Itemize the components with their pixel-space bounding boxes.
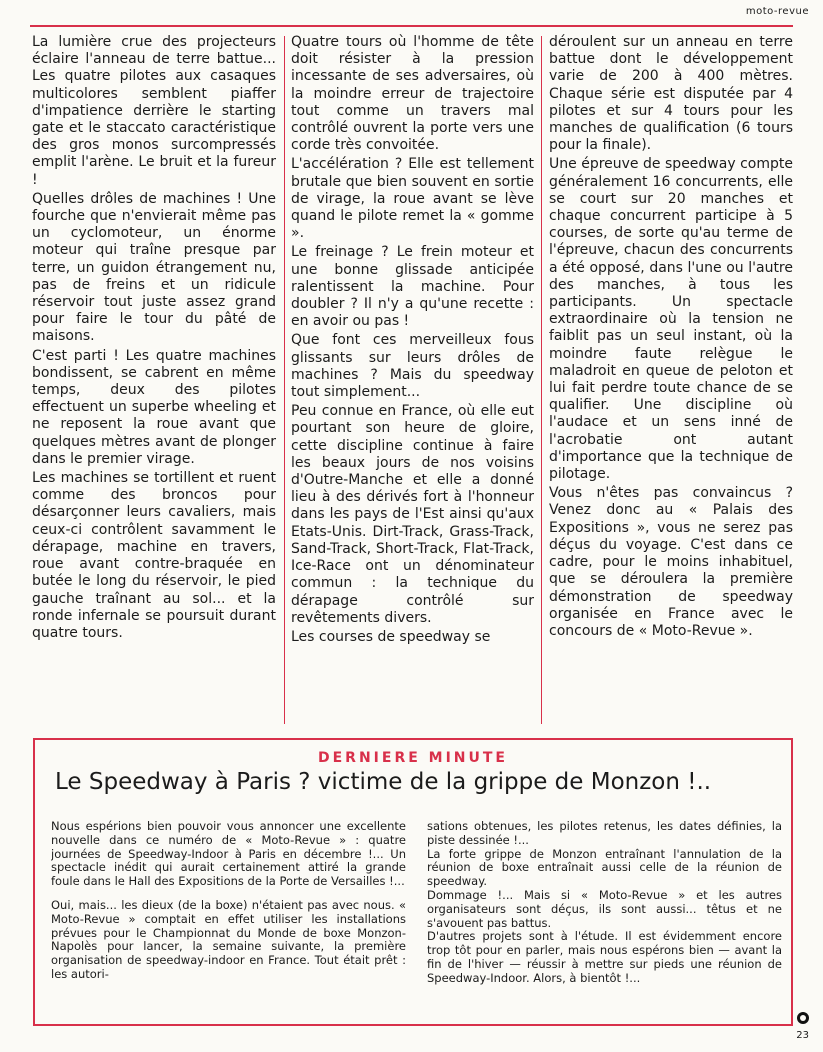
paragraph: Peu connue en France, où elle eut pourtant son heure de gloire, cette discipline continue à faire les beaux jours de nos voisins d'Outre-Manche et elle a donné lieu à des dérivés fort à l'honneur dans les pays de l'Est ainsi qu'aux Etats-Unis. Dirt-Track, Grass-Track, Sand-Track, Short-Track, Flat-Track, Ice-Race ont un dénominateur commun : la technique du dérapage contrôlé sur revêtements divers. [291, 403, 534, 626]
paragraph: Vous n'êtes pas convaincus ? Venez donc au « Palais des Expositions », vous ne serez pas déçus du voyage. C'est dans ce cadre, pour le moins inhabituel, que se déroulera la première démonstration de speedway organisée en France avec le concours de « Moto-Revue ». [549, 485, 793, 639]
paragraph: Que font ces merveilleux fous glissants sur leurs drôles de machines ? Mais du speedway tout simplement... [291, 332, 534, 401]
paragraph: La forte grippe de Monzon entraînant l'annulation de la réunion de boxe entraînait aussi celle de la réunion de speedway. [427, 846, 782, 889]
paragraph: Dommage !... Mais si « Moto-Revue » et les autres organisateurs sont déçus, ils sont aussi... têtus et ne s'avouent pas battus. [427, 887, 782, 930]
paragraph: Nous espérions bien pouvoir vous annoncer une excellente nouvelle dans ce numéro de « Moto-Revue » : quatre journées de Speedway-Indoor à Paris en décembre !... Un spectacle inédit qui aurait certainement attiré la grande foule dans le Hall des Expositions de la Porte de Versailles !... [51, 820, 406, 889]
box-title: Le Speedway à Paris ? victime de la grippe de Monzon !.. [55, 769, 712, 795]
paragraph: C'est parti ! Les quatre machines bondissent, se cabrent en même temps, deux des pilotes effectuent un superbe wheeling et ne reposent la roue avant que quelques mètres avant de plonger dans le premier virage. [32, 347, 276, 467]
paragraph: Une épreuve de speedway compte généralement 16 concurrents, elle se court sur 20 manches et chaque concurrent participe à 5 courses, de sorte qu'au terme de l'épreuve, chacun des concurrents a été opposé, dans l'une ou l'autre des manches, à tous les participants. Un spectacle extraordinaire où la tension ne faiblit pas un seul instant, où la moindre faute relègue le maladroit en queue de peloton et lui fait perdre toute chance de se qualifier. Une discipline où l'audace et un sens inné de l'acrobatie ont autant d'importance que la technique de pilotage. [549, 156, 793, 483]
column-divider [541, 36, 542, 724]
paragraph: Les machines se tortillent et ruent comme des broncos pour désarçonner leurs cavaliers, mais ceux-ci contrôlent savamment le dérapage, machine en travers, roue avant contre-braquée en butée le long du réservoir, le pied gauche traînant au sol... et la ronde infernale se poursuit durant quatre tours. [32, 470, 276, 641]
article-column-3 [549, 34, 793, 724]
paragraph: Le freinage ? Le frein moteur et une bonne glissade anticipée ralentissent la machine. Pour doubler ? Il n'y a qu'une recette : en avoir ou pas ! [291, 244, 534, 330]
paragraph: Oui, mais... les dieux (de la boxe) n'étaient pas avec nous. « Moto-Revue » comptait en effet utiliser les installations prévues pour le Championnat du Monde de boxe Monzon-Napolès pour lancer, la semaine suivante, la première organisation de speedway-indoor en France. Tout était prêt : les autori- [51, 897, 406, 981]
paragraph: déroulent sur un anneau en terre battue dont le développement varie de 200 à 400 mètres. Chaque série est disputée par 4 pilotes et sur 4 tours pour les manches de qualification (6 tours pour la finale). [549, 34, 793, 154]
article-column-1 [32, 34, 276, 724]
paragraph: Les courses de speedway se [291, 628, 491, 645]
column-divider [284, 36, 285, 724]
masthead: moto-revue [745, 6, 809, 17]
paragraph: Quelles drôles de machines ! Une fourche que n'envierait même pas un cyclomoteur, un énorme moteur qui traîne presque par terre, un guidon étrangement nu, pas de freins et un ridicule réservoir tout juste assez grand pour faire le tour du pâté de maisons. [32, 190, 276, 345]
end-mark-icon [797, 1012, 809, 1024]
box-kicker: DERNIERE MINUTE [317, 750, 508, 766]
article-column-2 [291, 34, 534, 724]
paragraph: sations obtenues, les pilotes retenus, les dates définies, la piste dessinée !... [427, 820, 782, 847]
box-column-left [51, 820, 406, 992]
paragraph: La lumière crue des projecteurs éclaire l'anneau de terre battue... Les quatre pilotes aux casaques multicolores semblent piaffer d'impatience derrière le starting gate et le staccato caractéristique des gros monos surcompressés emplit l'arène. Le bruit et la fureur ! [32, 34, 276, 188]
paragraph: Quatre tours où l'homme de tête doit résister à la pression incessante de ses adversaires, où la moindre erreur de trajectoire tout comme un travers mal contrôlé ouvrent la porte vers une corde très convoitée. [291, 34, 534, 154]
paragraph: L'accélération ? Elle est tellement brutale que bien souvent en sortie de virage, la roue avant se lève quand le pilote remet la « gomme ». [291, 156, 534, 242]
page-number: 23 [796, 1030, 809, 1041]
last-minute-box [33, 738, 793, 1026]
top-rule [30, 25, 793, 27]
paragraph: D'autres projets sont à l'étude. Il est évidemment encore trop tôt pour en parler, mais nous espérons bien — avant la fin de l'hiver — réussir à mettre sur pieds une réunion de Speedway-Indoor. Alors, à bientôt !... [427, 929, 782, 985]
box-column-right [427, 820, 782, 986]
